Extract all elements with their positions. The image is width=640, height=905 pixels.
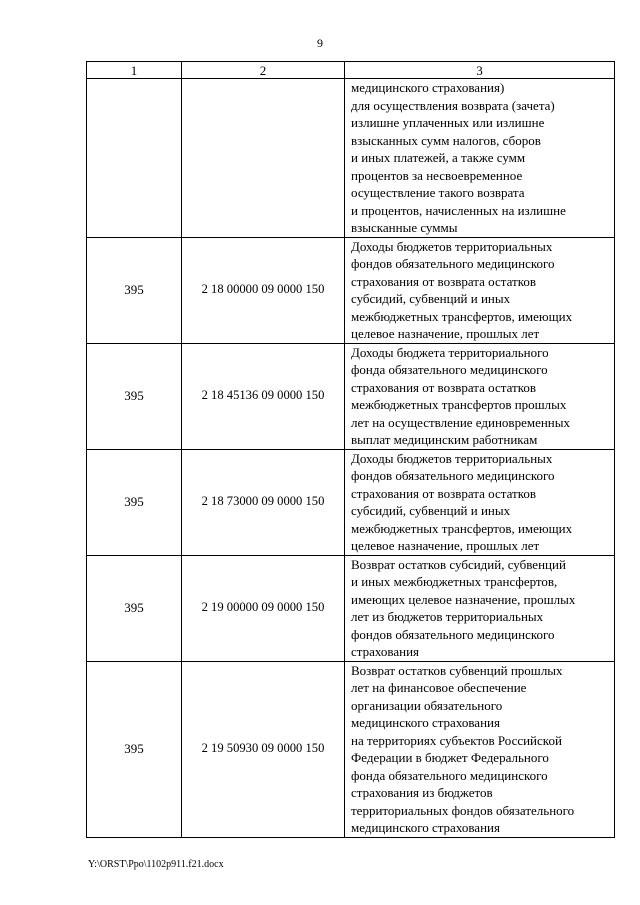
income-description-cell bbox=[345, 449, 615, 555]
description-line: фондов обязательного медицинского bbox=[351, 256, 555, 271]
table-row bbox=[87, 343, 615, 449]
description-line: страхования от возврата остатков bbox=[351, 273, 536, 289]
admin-code-cell: 395 bbox=[87, 661, 182, 837]
table-row bbox=[87, 79, 615, 238]
description-line: организации обязательного bbox=[351, 697, 503, 713]
description-line: медицинского страхования bbox=[351, 715, 500, 730]
column-header-3: 3 bbox=[345, 62, 615, 79]
description-line: лет на финансовое обеспечение bbox=[351, 680, 527, 695]
table-row bbox=[87, 449, 615, 555]
description-line: Доходы бюджетов территориальных bbox=[351, 450, 553, 466]
description-line: страхования из бюджетов bbox=[351, 785, 493, 800]
description-line: страхования bbox=[351, 644, 420, 659]
description-line: взысканные суммы bbox=[351, 220, 458, 235]
admin-code-cell: 395 bbox=[87, 555, 182, 661]
description-line: целевое назначение, прошлых лет bbox=[351, 538, 540, 553]
description-line: фондов обязательного медицинского bbox=[351, 468, 555, 483]
table-row bbox=[87, 555, 615, 661]
budget-codes-table bbox=[86, 61, 615, 838]
description-line: процентов за несвоевременное bbox=[351, 167, 523, 183]
budget-classification-code-cell: 2 18 45136 09 0000 150 bbox=[182, 343, 345, 449]
description-line: и иных межбюджетных трансфертов, bbox=[351, 574, 558, 589]
description-line: и процентов, начисленных на излишне bbox=[351, 202, 566, 218]
budget-classification-code-cell: 2 19 50930 09 0000 150 bbox=[182, 661, 345, 837]
description-line: и иных платежей, а также сумм bbox=[351, 150, 526, 165]
description-line: лет из бюджетов территориальных bbox=[351, 609, 544, 624]
description-line: межбюджетных трансфертов прошлых bbox=[351, 397, 567, 412]
column-header-2: 2 bbox=[182, 62, 345, 79]
description-line: фондов обязательного медицинского bbox=[351, 626, 555, 642]
admin-code-cell: 395 bbox=[87, 237, 182, 343]
description-line: имеющих целевое назначение, прошлых bbox=[351, 591, 576, 607]
description-line: медицинского страхования) bbox=[351, 80, 505, 95]
budget-classification-code-cell: 2 18 73000 09 0000 150 bbox=[182, 449, 345, 555]
description-line: излишне уплаченных или излишне bbox=[351, 115, 545, 130]
description-line: медицинского страхования bbox=[351, 820, 500, 835]
description-line: фонда обязательного медицинского bbox=[351, 362, 548, 377]
description-line: Доходы бюджетов территориальных bbox=[351, 238, 553, 254]
description-line: межбюджетных трансфертов, имеющих bbox=[351, 520, 573, 536]
description-line: фонда обязательного медицинского bbox=[351, 767, 548, 783]
footer-file-path: Y:\ORST\Ppo\1102p911.f21.docx bbox=[88, 859, 224, 870]
description-line: субсидий, субвенций и иных bbox=[351, 291, 511, 306]
description-line: субсидий, субвенций и иных bbox=[351, 503, 511, 518]
table-header-row bbox=[87, 62, 615, 79]
admin-code-cell: 395 bbox=[87, 343, 182, 449]
column-header-1: 1 bbox=[87, 62, 182, 79]
budget-classification-code-cell: 2 18 00000 09 0000 150 bbox=[182, 237, 345, 343]
description-line: на территориях субъектов Российской bbox=[351, 732, 562, 748]
budget-classification-code-cell: 2 19 00000 09 0000 150 bbox=[182, 555, 345, 661]
description-line: лет на осуществление единовременных bbox=[351, 414, 570, 430]
income-description-cell bbox=[345, 661, 615, 837]
page-number: 9 bbox=[317, 36, 323, 50]
description-line: взысканных сумм налогов, сборов bbox=[351, 132, 541, 148]
table-row bbox=[87, 237, 615, 343]
admin-code-cell: 395 bbox=[87, 449, 182, 555]
income-description-cell bbox=[345, 343, 615, 449]
description-line: Возврат остатков субсидий, субвенций bbox=[351, 556, 566, 572]
description-line: осуществление такого возврата bbox=[351, 185, 525, 200]
description-line: территориальных фондов обязательного bbox=[351, 802, 575, 818]
description-line: целевое назначение, прошлых лет bbox=[351, 326, 540, 341]
description-line: выплат медицинским работникам bbox=[351, 432, 538, 447]
admin-code-cell bbox=[87, 79, 182, 238]
budget-classification-code-cell bbox=[182, 79, 345, 238]
description-line: страхования от возврата остатков bbox=[351, 379, 536, 395]
description-line: Доходы бюджета территориального bbox=[351, 344, 549, 360]
income-description-cell bbox=[345, 237, 615, 343]
description-line: для осуществления возврата (зачета) bbox=[351, 97, 555, 113]
income-description-cell bbox=[345, 79, 615, 238]
description-line: страхования от возврата остатков bbox=[351, 485, 536, 501]
description-line: межбюджетных трансфертов, имеющих bbox=[351, 308, 573, 324]
description-line: Возврат остатков субвенций прошлых bbox=[351, 662, 563, 678]
income-description-cell bbox=[345, 555, 615, 661]
description-line: Федерации в бюджет Федерального bbox=[351, 750, 549, 765]
table-row bbox=[87, 661, 615, 837]
